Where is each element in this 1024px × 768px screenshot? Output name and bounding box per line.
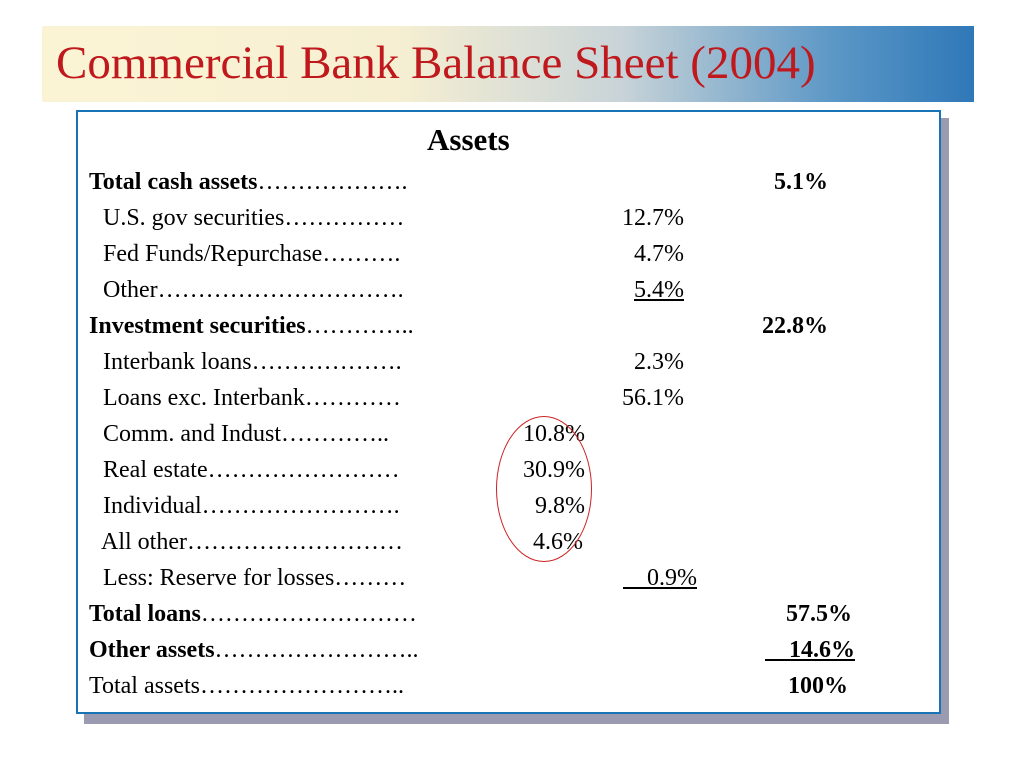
row-total-value: 5.1% <box>774 169 828 195</box>
row-detail-value: 9.8% <box>535 493 585 519</box>
row-detail-value: 4.6% <box>533 529 583 555</box>
row-label: Interbank loans………………. <box>103 349 402 375</box>
row-sub-value: 56.1% <box>622 385 684 411</box>
balance-row-fed-funds <box>0 242 1024 278</box>
row-label: Other…………………………. <box>103 277 404 303</box>
balance-row-other-assets <box>0 638 1024 674</box>
row-label: Total cash assets………………. <box>89 169 408 195</box>
row-total-value: 22.8% <box>762 313 828 339</box>
row-label: All other……………………… <box>101 529 403 555</box>
row-label: Real estate…………………… <box>103 457 400 483</box>
row-label: Individual……………………. <box>103 493 400 519</box>
row-total-value: 57.5% <box>786 601 852 627</box>
row-sub-value: 0.9% <box>647 565 697 591</box>
balance-row-other <box>0 278 1024 314</box>
row-total-value: 100% <box>788 673 848 699</box>
balance-row-total-loans <box>0 602 1024 638</box>
row-label: Other assets…………………….. <box>89 637 419 663</box>
row-label: Total assets…………………….. <box>89 673 404 699</box>
balance-row-total-assets <box>0 674 1024 710</box>
row-sub-value: 4.7% <box>634 241 684 267</box>
row-label: Comm. and Indust………….. <box>103 421 389 447</box>
row-sub-value: 12.7% <box>622 205 684 231</box>
assets-heading: Assets <box>427 122 510 157</box>
row-sub-value: 5.4% <box>634 277 684 303</box>
row-detail-value: 30.9% <box>523 457 585 483</box>
row-total-value: 14.6% <box>789 637 855 663</box>
balance-row-loans-exc-interbank <box>0 386 1024 422</box>
title-banner <box>42 26 974 102</box>
row-sub-value: 2.3% <box>634 349 684 375</box>
row-detail-value: 10.8% <box>523 421 585 447</box>
row-label: Loans exc. Interbank………… <box>103 385 401 411</box>
row-label: Less: Reserve for losses……… <box>103 565 407 591</box>
row-label: Investment securities………….. <box>89 313 414 339</box>
balance-row-investment-securities <box>0 314 1024 350</box>
row-label: Fed Funds/Repurchase………. <box>103 241 401 267</box>
balance-row-interbank-loans <box>0 350 1024 386</box>
row-label: U.S. gov securities…………… <box>103 205 405 231</box>
balance-row-reserve-for-losses <box>0 566 1024 602</box>
balance-row-total-cash-assets <box>0 170 1024 206</box>
balance-row-us-gov-securities <box>0 206 1024 242</box>
slide-title: Commercial Bank Balance Sheet (2004) <box>56 37 816 89</box>
loan-breakdown-highlight-circle <box>496 416 592 562</box>
row-label: Total loans……………………… <box>89 601 417 627</box>
